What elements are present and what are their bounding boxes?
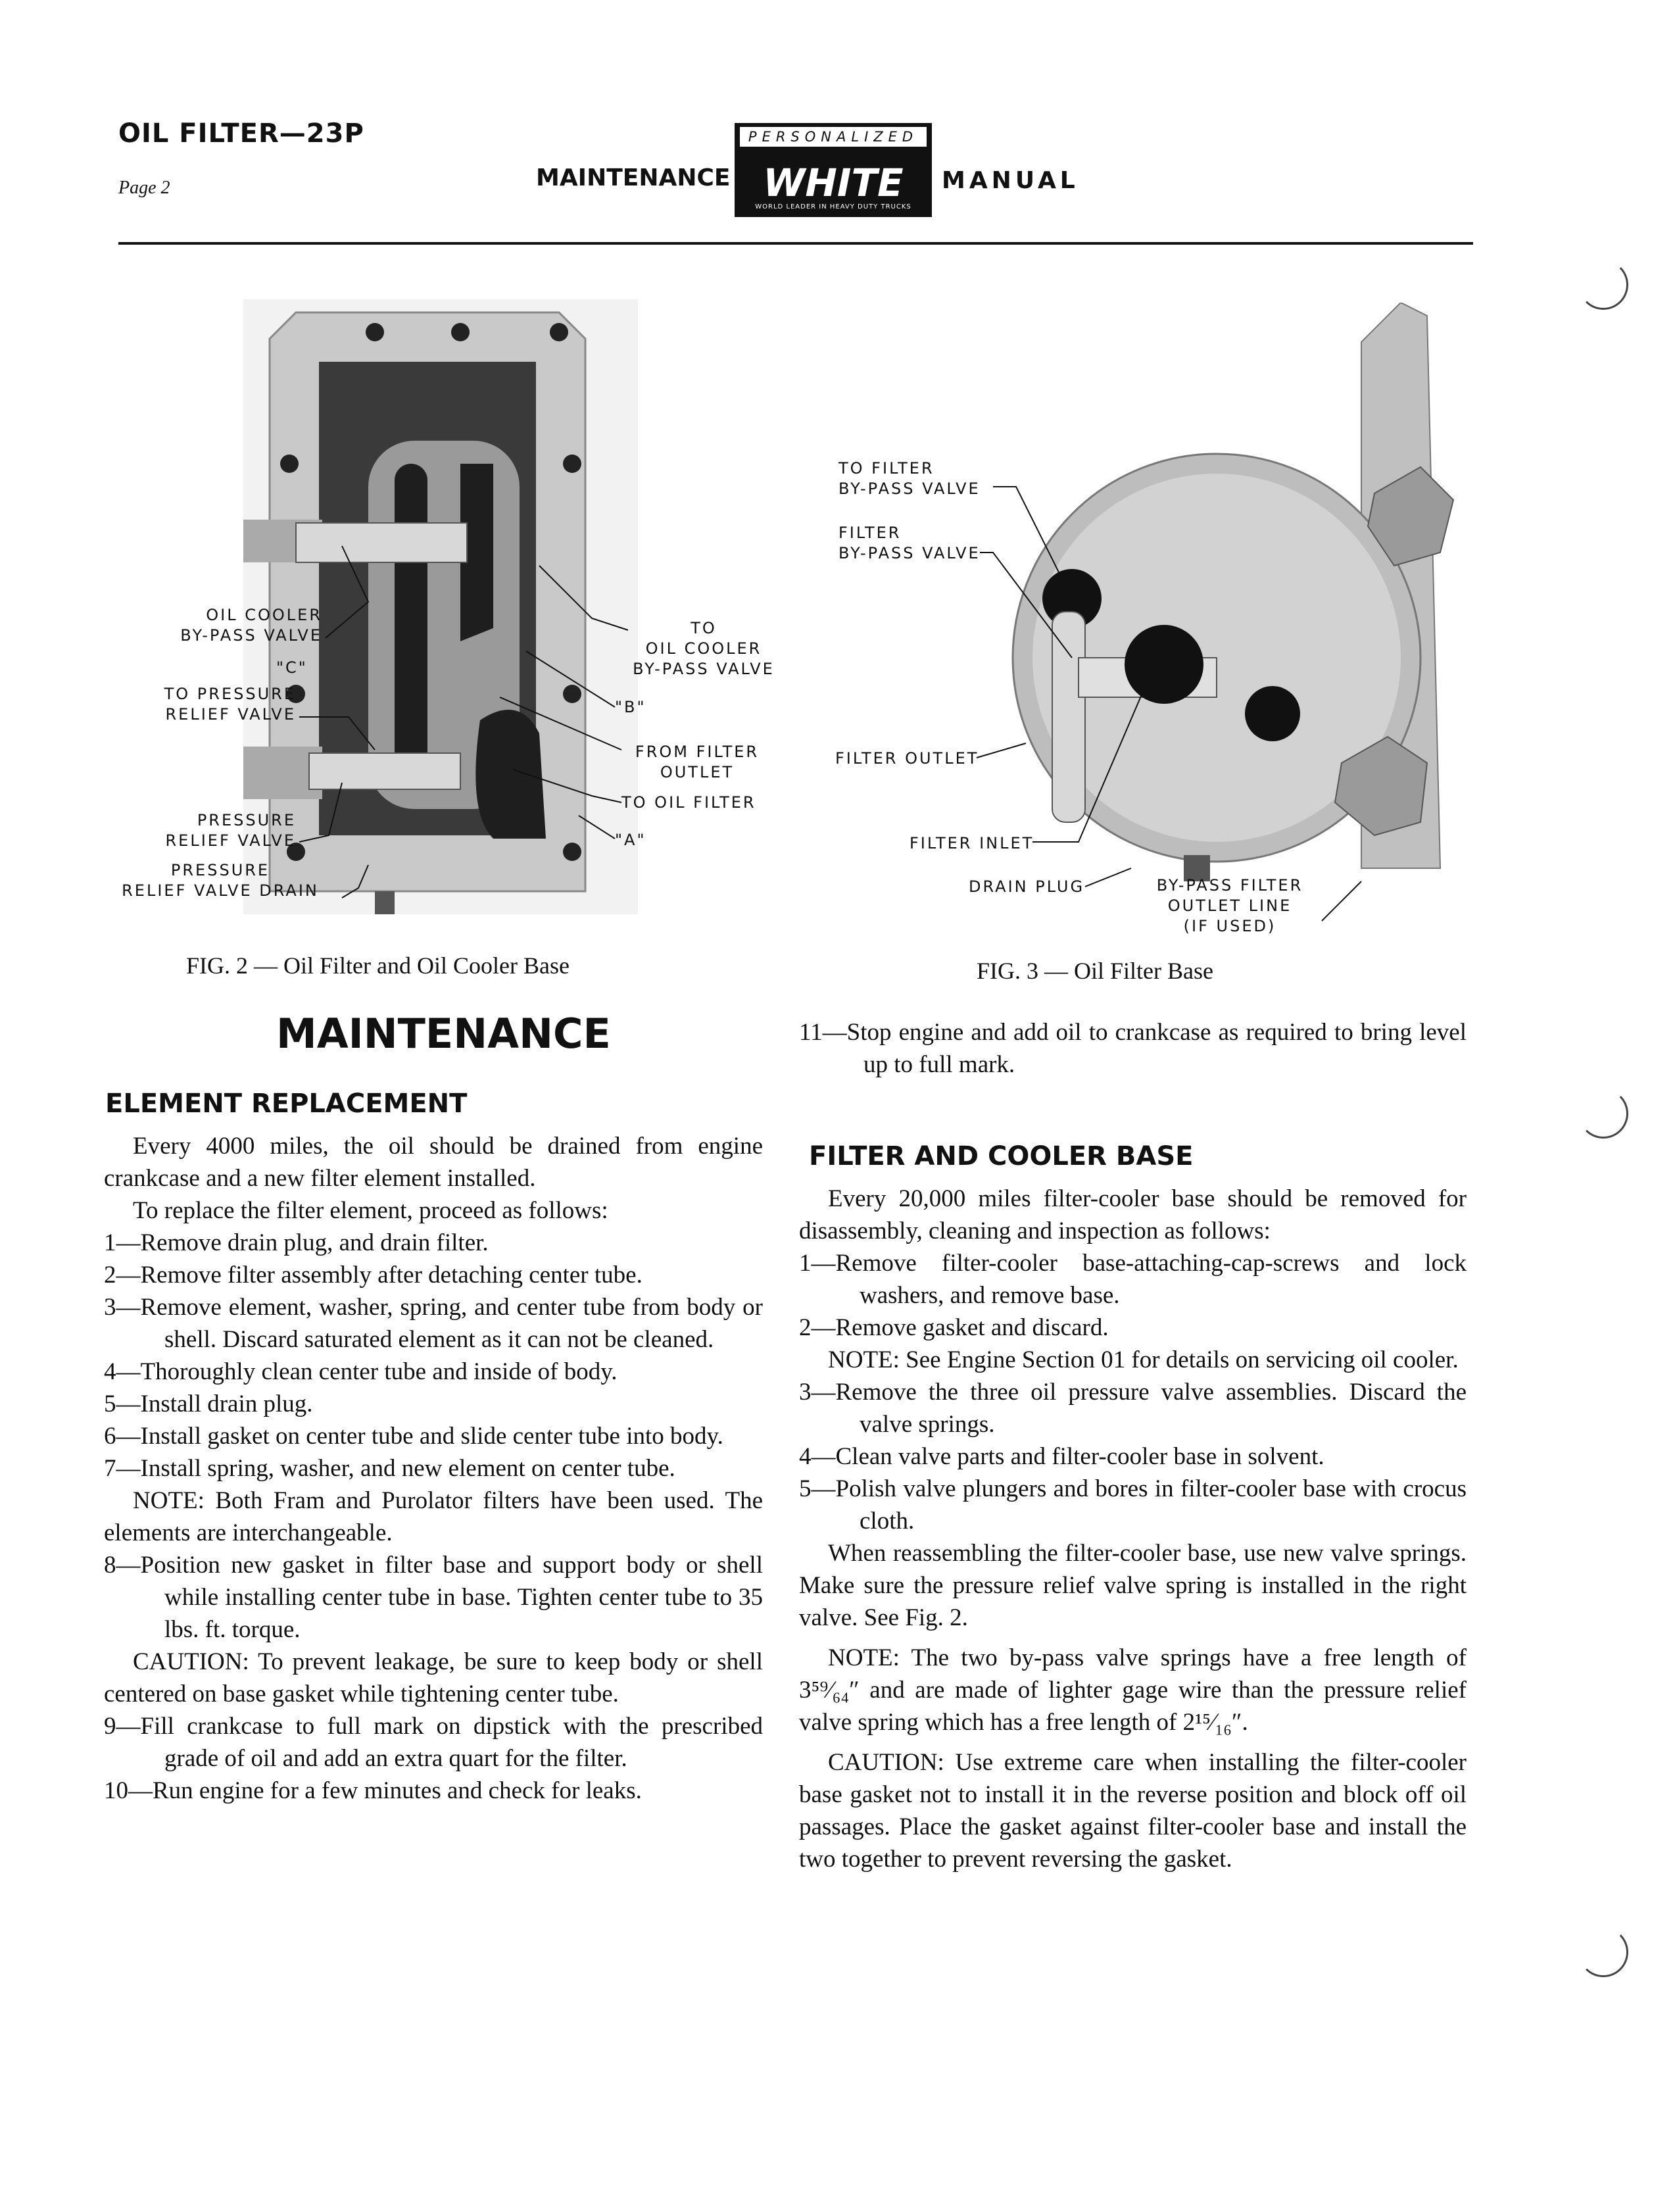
element-step-8: 8—Position new gasket in filter base and support body or shell while installing center tube in base. Tighten center tube to 35 lbs. ft. torque.	[104, 1552, 763, 1643]
base-note-2: NOTE: The two by-pass valve springs have a free length of 3⁵⁹⁄₆₄″ and are made of lighter gage wire than the pressure relief valve spring which has a free length of 2¹⁵⁄₁₆″.	[799, 1644, 1467, 1736]
element-step-9: 9—Fill crankcase to full mark on dipstick with the prescribed grade of oil and add an extra quart for the filter.	[104, 1713, 763, 1772]
label-c: "C"	[276, 658, 308, 677]
element-step-5: 5—Install drain plug.	[104, 1390, 313, 1417]
label-to-oil-cooler-bypass: TO OIL COOLER BY-PASS VALVE	[633, 619, 775, 678]
element-intro: Every 4000 miles, the oil should be drained from engine crankcase and a new filter element installed.	[104, 1133, 763, 1192]
label-filter-bypass-valve: FILTER BY-PASS VALVE	[838, 524, 981, 562]
base-note-1: NOTE: See Engine Section 01 for details on servicing oil cooler.	[828, 1346, 1459, 1373]
label-to-oil-filter: TO OIL FILTER	[621, 793, 756, 812]
element-step-3: 3—Remove element, washer, spring, and center tube from body or shell. Discard saturated element as it can not be cleaned.	[104, 1294, 763, 1353]
label-a: "A"	[615, 831, 646, 849]
element-step-6: 6—Install gasket on center tube and slide center tube into body.	[104, 1423, 723, 1450]
right-column-top	[799, 1016, 1467, 1081]
logo-tagline: WORLD LEADER IN HEAVY DUTY TRUCKS	[755, 203, 911, 210]
section-title: OIL FILTER—23P	[118, 118, 364, 149]
base-reassemble: When reassembling the filter-cooler base, use new valve springs. Make sure the pressure relief valve spring is installed in the right valve. See Fig. 2.	[799, 1540, 1467, 1631]
right-column	[799, 1183, 1467, 1875]
element-step-10: 10—Run engine for a few minutes and check for leaks.	[104, 1777, 642, 1804]
page-number: Page 2	[118, 178, 170, 198]
binder-hole-2	[1578, 1089, 1628, 1139]
element-proceed: To replace the filter element, proceed as follows:	[133, 1197, 608, 1224]
header-maintenance: MAINTENANCE	[536, 164, 731, 191]
label-from-filter-outlet: FROM FILTER OUTLET	[635, 743, 760, 781]
binder-hole-3	[1578, 1927, 1628, 1977]
base-step-1: 1—Remove filter-cooler base-attaching-cap-screws and lock washers, and remove base.	[799, 1250, 1467, 1309]
label-oil-cooler-bypass-valve: OIL COOLER BY-PASS VALVE	[180, 606, 322, 645]
filter-cooler-base-heading: FILTER AND COOLER BASE	[809, 1141, 1194, 1171]
fig3-caption: FIG. 3 — Oil Filter Base	[977, 958, 1213, 984]
label-to-filter-bypass-valve: TO FILTER BY-PASS VALVE	[838, 459, 981, 498]
base-intro: Every 20,000 miles filter-cooler base should be removed for disassembly, cleaning and inspection as follows:	[799, 1185, 1467, 1244]
label-drain-plug: DRAIN PLUG	[969, 877, 1085, 896]
element-step-1: 1—Remove drain plug, and drain filter.	[104, 1229, 489, 1256]
base-caution: CAUTION: Use extreme care when installing the filter-cooler base gasket not to install it in the reverse position and block off oil passages. Place the gasket against filter-cooler base and install the two together to prevent reversing the gasket.	[799, 1749, 1467, 1873]
label-pressure-relief-valve-drain: PRESSURE RELIEF VALVE DRAIN	[122, 861, 319, 900]
label-filter-inlet: FILTER INLET	[910, 834, 1034, 852]
base-step-3: 3—Remove the three oil pressure valve assemblies. Discard the valve springs.	[799, 1379, 1467, 1438]
base-step-2: 2—Remove gasket and discard.	[799, 1314, 1109, 1341]
fig3-leader-lines	[0, 0, 1675, 934]
logo-brand: WHITE	[763, 160, 904, 205]
logo-personalized: PERSONALIZED	[740, 127, 927, 147]
element-step-2: 2—Remove filter assembly after detaching center tube.	[104, 1262, 643, 1289]
element-caution: CAUTION: To prevent leakage, be sure to keep body or shell centered on base gasket while tightening center tube.	[104, 1648, 763, 1708]
label-filter-outlet: FILTER OUTLET	[835, 749, 979, 768]
header-manual: MANUAL	[942, 167, 1079, 194]
fig2-caption: FIG. 2 — Oil Filter and Oil Cooler Base	[186, 952, 570, 979]
element-step-7: 7—Install spring, washer, and new element on center tube.	[104, 1455, 675, 1482]
base-step-5: 5—Polish valve plungers and bores in filter-cooler base with crocus cloth.	[799, 1475, 1467, 1535]
label-b: "B"	[615, 698, 646, 716]
base-step-4: 4—Clean valve parts and filter-cooler base in solvent.	[799, 1443, 1324, 1470]
label-pressure-relief-valve: PRESSURE RELIEF VALVE	[165, 811, 296, 850]
label-bypass-filter-outlet-line: BY-PASS FILTER OUTLET LINE (IF USED)	[1156, 876, 1303, 935]
element-replacement-heading: ELEMENT REPLACEMENT	[105, 1089, 468, 1119]
element-step-11: 11—Stop engine and add oil to crankcase as required to bring level up to full mark.	[799, 1019, 1467, 1078]
element-step-4: 4—Thoroughly clean center tube and inside of body.	[104, 1358, 618, 1385]
maintenance-heading: MAINTENANCE	[276, 1010, 611, 1058]
binder-hole-1	[1578, 260, 1628, 310]
element-note: NOTE: Both Fram and Purolator filters have been used. The elements are interchangeable.	[104, 1487, 763, 1546]
left-column	[104, 1130, 763, 1807]
label-to-pressure-relief-valve: TO PRESSURE RELIEF VALVE	[164, 685, 296, 724]
